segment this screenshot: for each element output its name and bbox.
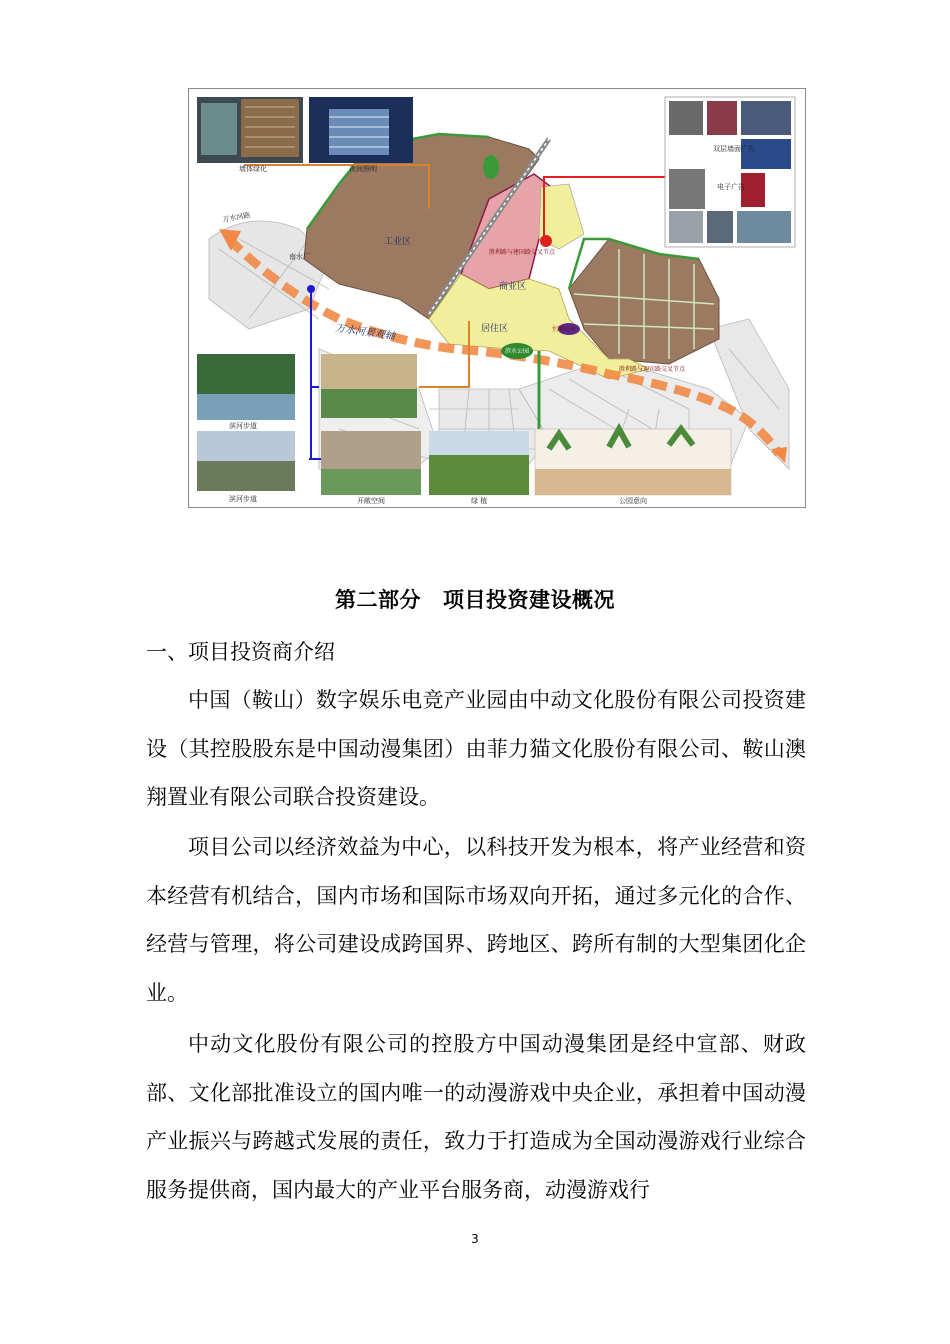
photo-riverside-walk-2 — [197, 431, 295, 503]
node-label-4: 胜利路与迎宾路交叉节点 — [619, 366, 686, 373]
planning-map — [189, 89, 805, 507]
node-label-3: 主题公园 — [551, 326, 576, 333]
photo-caption-open-space: 开敞空间 — [357, 497, 385, 505]
ad-label-double-wall: 双层墙面广告 — [713, 145, 755, 153]
section-title-name: 项目投资建设概况 — [443, 588, 615, 612]
photo-park-concept — [535, 429, 731, 505]
section-title-part: 第二部分 — [335, 588, 421, 612]
planning-map-figure — [188, 88, 806, 508]
ad-label-electronic: 电子广告 — [717, 183, 745, 191]
photo-wall-greening — [197, 97, 303, 173]
paragraph-1: 中国（鞍山）数字娱乐电竞产业园由中动文化股份有限公司投资建设（其控股股东是中国动漫集团）由菲力猫文化股份有限公司、鞍山澳翔置业有限公司联合投资建设。 — [146, 688, 806, 809]
photo-caption-park: 公园意向 — [619, 497, 647, 505]
zone-label-commercial: 商业区 — [499, 282, 527, 292]
road-label-2: 南水厂 — [289, 253, 310, 261]
section-title — [0, 584, 950, 614]
photo-open-space — [321, 431, 421, 505]
leader-blue — [309, 289, 319, 459]
node-label-2: 滨水公园 — [505, 348, 530, 355]
sub-heading: 一、项目投资商介绍 — [146, 640, 335, 664]
paragraph-2: 项目公司以经济效益为中心，以科技开发为根本，将产业经营和资本经营有机结合，国内市场和国际市场双向开拓，通过多元化的合作、经营与管理，将公司建设成跨国界、跨地区、跨所有制的大型集团化企业。 — [146, 835, 806, 1005]
photo-night-lighting — [309, 97, 413, 173]
photo-riverside-walk-1 — [197, 354, 295, 430]
photo-greenery — [429, 431, 529, 505]
photo-caption-wall-greening: 墙体绿化 — [239, 165, 267, 173]
zone-label-industrial: 工业区 — [384, 237, 412, 247]
node-label-1: 胜利路与建国路交叉节点 — [489, 249, 556, 256]
photo-caption-riverside-2: 滨河步道 — [229, 495, 257, 503]
photo-caption-greenery: 绿 植 — [471, 497, 488, 505]
paragraph-3: 中动文化股份有限公司的控股方中国动漫集团是经中宣部、财政部、文化部批准设立的国内唯一的动漫游戏中央企业，承担着中国动漫产业振兴与跨越式发展的责任，致力于打造成为全国动漫游戏行业综合服务提供商，国内最大的产业平台服务商，动漫游戏行 — [146, 1032, 806, 1202]
ads-panel — [665, 97, 795, 247]
node-marker — [540, 235, 552, 247]
photo-caption-riverside-1: 滨河步道 — [229, 422, 257, 430]
zone-label-river-axis: 万水河景观轴 — [334, 323, 396, 343]
photo-residential-render — [321, 354, 417, 418]
photo-caption-night-lighting: 夜间照明 — [349, 165, 377, 173]
road-label-1: 万水河路 — [221, 211, 251, 224]
zone-label-residential: 居住区 — [481, 324, 509, 334]
page-number: 3 — [471, 1232, 479, 1246]
